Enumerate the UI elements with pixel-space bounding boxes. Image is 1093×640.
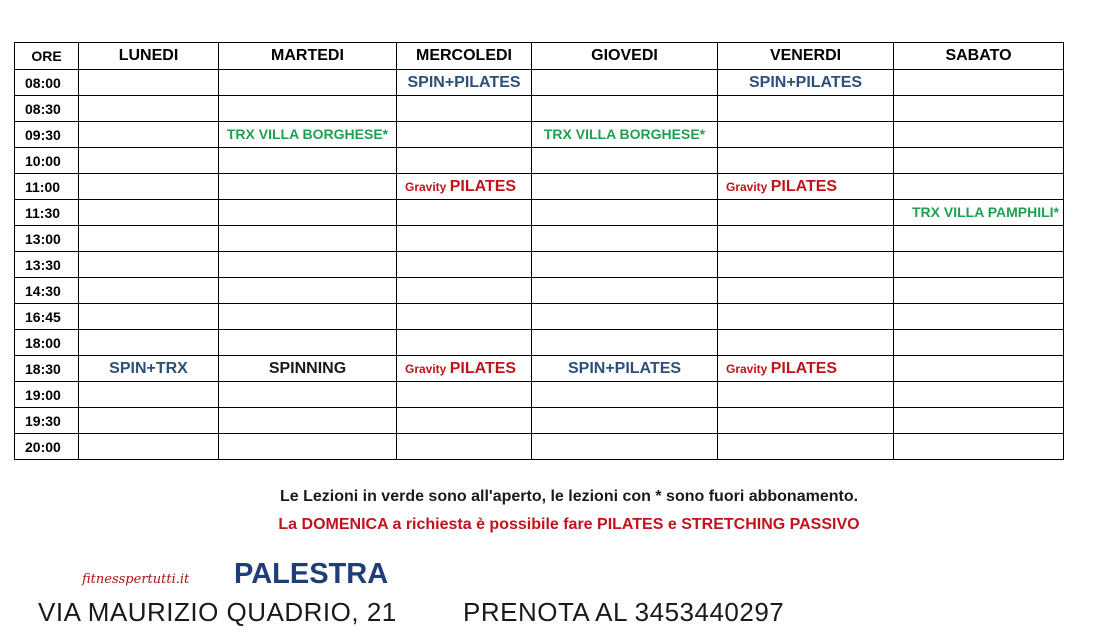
schedule-cell (718, 174, 894, 200)
time-cell: 19:30 (15, 408, 79, 434)
time-cell: 19:00 (15, 382, 79, 408)
class-prefix: Gravity (405, 361, 450, 376)
schedule-cell (532, 70, 718, 96)
schedule-cell (532, 382, 718, 408)
schedule-cell (718, 382, 894, 408)
table-row (15, 382, 1064, 408)
schedule-cell (79, 330, 219, 356)
schedule-cell (894, 200, 1064, 226)
schedule-cell (532, 278, 718, 304)
schedule-cell (718, 434, 894, 460)
schedule-cell (894, 408, 1064, 434)
time-cell: 13:30 (15, 252, 79, 278)
table-row (15, 200, 1064, 226)
table-row (15, 434, 1064, 460)
time-cell: 11:00 (15, 174, 79, 200)
schedule-cell (532, 148, 718, 174)
header-day: GIOVEDI (532, 43, 718, 70)
schedule-cell (894, 356, 1064, 382)
time-cell: 13:00 (15, 226, 79, 252)
class-name: PILATES (449, 359, 517, 377)
header-day: MARTEDI (219, 43, 397, 70)
table-row (15, 356, 1064, 382)
schedule-cell (894, 96, 1064, 122)
schedule-cell (532, 226, 718, 252)
header-ore: ORE (15, 43, 79, 70)
schedule-cell (79, 382, 219, 408)
schedule-cell (79, 304, 219, 330)
schedule-cell (79, 226, 219, 252)
time-cell: 11:30 (15, 200, 79, 226)
schedule-cell (894, 70, 1064, 96)
schedule-cell (219, 122, 397, 148)
schedule-cell (219, 200, 397, 226)
class-name: SPIN+PILATES (407, 73, 521, 91)
schedule-cell (894, 226, 1064, 252)
class-prefix: Gravity (726, 361, 771, 376)
schedule-cell (219, 304, 397, 330)
schedule-cell (894, 174, 1064, 200)
table-row (15, 70, 1064, 96)
schedule-cell (397, 304, 532, 330)
schedule-cell (718, 96, 894, 122)
header-row (15, 43, 1064, 70)
schedule-cell (718, 70, 894, 96)
table-row (15, 174, 1064, 200)
schedule-cell (79, 278, 219, 304)
table-row (15, 278, 1064, 304)
schedule-cell (718, 356, 894, 382)
schedule-cell (397, 330, 532, 356)
table-row (15, 148, 1064, 174)
time-cell: 18:30 (15, 356, 79, 382)
table-row (15, 252, 1064, 278)
time-cell: 16:45 (15, 304, 79, 330)
schedule-cell (397, 200, 532, 226)
schedule-cell (219, 278, 397, 304)
schedule-cell (718, 330, 894, 356)
schedule-cell (79, 96, 219, 122)
schedule-cell (718, 252, 894, 278)
schedule-cell (894, 304, 1064, 330)
table-row (15, 330, 1064, 356)
schedule-cell (894, 278, 1064, 304)
schedule-cell (219, 96, 397, 122)
header-day: SABATO (894, 43, 1064, 70)
schedule-cell (219, 226, 397, 252)
class-name: SPIN+PILATES (567, 359, 682, 377)
schedule-cell (397, 226, 532, 252)
class-name: PILATES (449, 177, 517, 195)
time-cell: 20:00 (15, 434, 79, 460)
schedule-cell (79, 200, 219, 226)
schedule-cell (79, 122, 219, 148)
time-cell: 10:00 (15, 148, 79, 174)
schedule-cell (397, 122, 532, 148)
time-cell: 18:00 (15, 330, 79, 356)
schedule-cell (532, 252, 718, 278)
schedule-cell (219, 382, 397, 408)
table-row (15, 408, 1064, 434)
schedule-cell (532, 408, 718, 434)
class-name: SPINNING (268, 359, 347, 377)
schedule-cell (532, 122, 718, 148)
schedule-cell (219, 356, 397, 382)
class-name: PILATES (770, 359, 838, 377)
schedule-cell (397, 382, 532, 408)
schedule-cell (397, 70, 532, 96)
table-body (15, 70, 1064, 460)
schedule-cell (532, 96, 718, 122)
schedule-cell (397, 434, 532, 460)
class-prefix: Gravity (405, 179, 450, 194)
schedule-cell (397, 408, 532, 434)
schedule-cell (894, 122, 1064, 148)
class-name: PILATES (770, 177, 838, 195)
time-cell: 08:30 (15, 96, 79, 122)
booking-phone: PRENOTA AL 3453440297 (463, 597, 785, 627)
class-name: TRX VILLA PAMPHILI* (912, 204, 1059, 220)
class-prefix: Gravity (726, 179, 771, 194)
schedule-cell (219, 252, 397, 278)
header-day: VENERDI (718, 43, 894, 70)
schedule-cell (718, 148, 894, 174)
class-name: SPIN+TRX (109, 359, 188, 377)
schedule-cell (532, 174, 718, 200)
header-day: LUNEDI (79, 43, 219, 70)
schedule-cell (718, 200, 894, 226)
time-cell: 09:30 (15, 122, 79, 148)
address-text: VIA MAURIZIO QUADRIO, 21 (38, 597, 397, 627)
note-outdoor-lessons: Le Lezioni in verde sono all'aperto, le lezioni con * sono fuori abbonamento. (279, 488, 859, 505)
time-cell: 14:30 (15, 278, 79, 304)
schedule-cell (219, 408, 397, 434)
schedule-cell (894, 252, 1064, 278)
table-row (15, 96, 1064, 122)
schedule-table (14, 42, 1064, 460)
schedule-cell (397, 278, 532, 304)
schedule-cell (718, 278, 894, 304)
schedule-cell (532, 200, 718, 226)
schedule-cell (219, 148, 397, 174)
schedule-cell (718, 226, 894, 252)
schedule-cell (718, 408, 894, 434)
schedule-cell (718, 304, 894, 330)
schedule-cell (79, 252, 219, 278)
schedule-cell (894, 434, 1064, 460)
brand-logo: fitnesspertutti.it (82, 572, 190, 587)
schedule-cell (79, 174, 219, 200)
header-day: MERCOLEDI (397, 43, 532, 70)
time-cell: 08:00 (15, 70, 79, 96)
schedule-cell (532, 356, 718, 382)
note-sunday: La DOMENICA a richiesta è possibile fare PILATES e STRETCHING PASSIVO (278, 516, 860, 533)
schedule-cell (397, 174, 532, 200)
schedule-cell (219, 174, 397, 200)
gym-title: PALESTRA (234, 558, 389, 590)
schedule-cell (397, 148, 532, 174)
schedule-cell (79, 434, 219, 460)
schedule-cell (532, 434, 718, 460)
schedule-cell (718, 122, 894, 148)
schedule-cell (79, 408, 219, 434)
schedule-cell (894, 382, 1064, 408)
schedule-cell (219, 330, 397, 356)
table-row (15, 122, 1064, 148)
class-name: SPIN+PILATES (748, 73, 863, 91)
schedule-cell (894, 148, 1064, 174)
table-row (15, 226, 1064, 252)
schedule-cell (79, 70, 219, 96)
schedule-cell (397, 96, 532, 122)
schedule-cell (532, 304, 718, 330)
class-name: TRX VILLA BORGHESE* (226, 126, 389, 142)
schedule-cell (532, 330, 718, 356)
schedule-cell (894, 330, 1064, 356)
schedule-cell (397, 356, 532, 382)
schedule-cell (79, 356, 219, 382)
class-name: TRX VILLA BORGHESE* (543, 126, 706, 142)
schedule-cell (79, 148, 219, 174)
table-row (15, 304, 1064, 330)
schedule-cell (219, 70, 397, 96)
schedule-cell (397, 252, 532, 278)
schedule-cell (219, 434, 397, 460)
